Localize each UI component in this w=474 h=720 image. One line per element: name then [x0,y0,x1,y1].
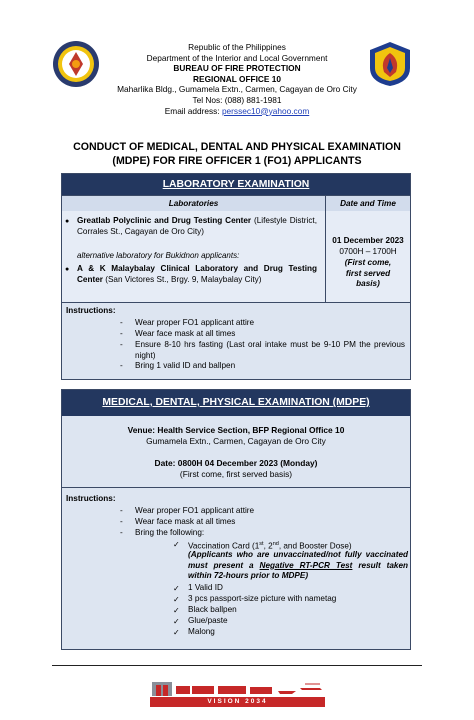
lab-list [62,211,326,302]
lab-item-1-name: Greatlab Polyclinic and Drug Testing Center [77,216,252,225]
mdpe-venue-address: Gumamela Extn., Carmen, Cagayan de Oro City [146,436,326,446]
checkmark-icon: ✓ [173,606,180,615]
mdpe-date-note: (First come, first served basis) [179,469,293,479]
vax-prefix: Vaccination Card (1 [188,541,260,551]
dash-icon: - [120,340,123,349]
mdpe-header: MEDICAL, DENTAL, PHYSICAL EXAMINATION (MDPE) [62,390,410,416]
bfp-seal-left-icon [52,40,100,88]
alt-lab-note: alternative laboratory for Bukidnon applicants: [77,251,240,260]
mdpe-instruction-1: Wear proper FO1 applicant attire [135,506,255,515]
mdpe-date: Date: 0800H 04 December 2023 (Monday) [154,458,318,468]
lab-instruction-4: Bring 1 valid ID and ballpen [135,361,236,370]
dash-icon: - [120,318,123,327]
letterhead [100,42,374,116]
lab-item-2-name: A & K Malaybalay Clinical Laboratory and Drug Testing Center [77,264,317,284]
vax-sup-1: st [259,541,264,547]
dash-icon: - [120,361,123,370]
col-laboratories: Laboratories [62,196,326,211]
letterhead-department: Department of the Interior and Local Government [146,52,328,63]
lab-item-2-address: (San Victores St., Brgy. 9, Malaybalay City) [102,274,262,284]
lab-date: 01 December 2023 [332,236,404,245]
title-line-1: CONDUCT OF MEDICAL, DENTAL AND PHYSICAL EXAMINATION [73,141,401,153]
letterhead-email-line [100,106,374,117]
bring-item-4: Glue/paste [188,616,228,625]
fire-vehicles-icon [150,678,325,696]
lab-item-2 [77,264,317,285]
checkmark-icon: ✓ [173,595,180,604]
lab-item-1-address: (Lifestyle District, Corrales St., Cagayan de Oro City) [77,216,317,236]
dash-icon: - [120,506,123,515]
lab-header: LABORATORY EXAMINATION [62,174,410,195]
checkmark-icon: ✓ [173,628,180,637]
letterhead-address: Maharlika Bldg., Gumamela Extn., Carmen, Cagayan de Oro City [117,84,357,95]
vax-mid: , 2 [263,541,273,551]
checkmark-icon: ✓ [173,617,180,626]
vax-suffix: , and Booster Dose) [278,541,352,551]
col-date-time: Date and Time [340,199,396,208]
bullet-icon: ● [65,266,70,273]
mdpe-table [61,389,411,650]
dash-icon: - [120,517,123,526]
letterhead-region: REGIONAL OFFICE 10 [193,73,281,84]
bring-item-1: 1 Valid ID [188,583,223,592]
letterhead-tel: Tel Nos: (088) 881-1981 [192,94,282,105]
mdpe-divider [62,487,410,488]
title-line-2: (MDPE) FOR FIRE OFFICER 1 (FO1) APPLICANTS [112,154,362,167]
mdpe-venue: Venue: Health Service Section, BFP Regional Office 10 [127,425,345,435]
footer-divider [52,665,422,666]
lab-schedule [326,211,410,302]
letterhead-country: Republic of the Philippines [188,42,286,52]
laboratory-exam-table [61,173,411,380]
lab-time: 0700H – 1700H [339,247,397,256]
checkmark-icon: ✓ [173,584,180,593]
email-link[interactable]: perssec10@yahoo.com [221,105,310,116]
lab-column-headers [62,195,410,212]
mdpe-instruction-2: Wear face mask at all times [135,517,236,526]
email-label: Email address: [164,105,222,116]
mdpe-instruction-3: Bring the following: [135,528,205,537]
lab-item-1 [77,216,317,237]
vax-sup-2: nd [272,541,279,547]
vax-note-test: Negative RT-PCR Test [259,560,353,570]
vaccination-note [188,550,408,582]
lab-note: (First come, first served basis) [344,258,392,289]
mdpe-instructions-label: Instructions: [66,494,116,503]
lab-instructions-label: Instructions: [66,306,116,315]
lab-instruction-3: Ensure 8-10 hrs fasting (Last oral intake must be 9-10 PM the previous night) [135,340,405,360]
bring-item-3: Black ballpen [188,605,237,614]
lab-instruction-2: Wear face mask at all times [135,329,236,338]
dash-icon: - [120,528,123,537]
letterhead-bureau: BUREAU OF FIRE PROTECTION [173,63,301,74]
vax-note-b: result taken within 72-hours prior to MDPE) [188,560,408,581]
vision-banner: VISION 2034 [150,697,325,707]
checkmark-icon: ✓ [173,540,180,549]
document-title [40,141,434,168]
lab-row [62,211,410,303]
lab-instruction-1: Wear proper FO1 applicant attire [135,318,255,327]
dash-icon: - [120,329,123,338]
bring-item-5: Malong [188,627,215,636]
bring-item-2: 3 pcs passport-size picture with nametag [188,594,337,603]
vax-note-a: (Applicants who are unvaccinated/not fully vaccinated must present a [188,550,408,570]
bullet-icon: ● [65,218,70,225]
